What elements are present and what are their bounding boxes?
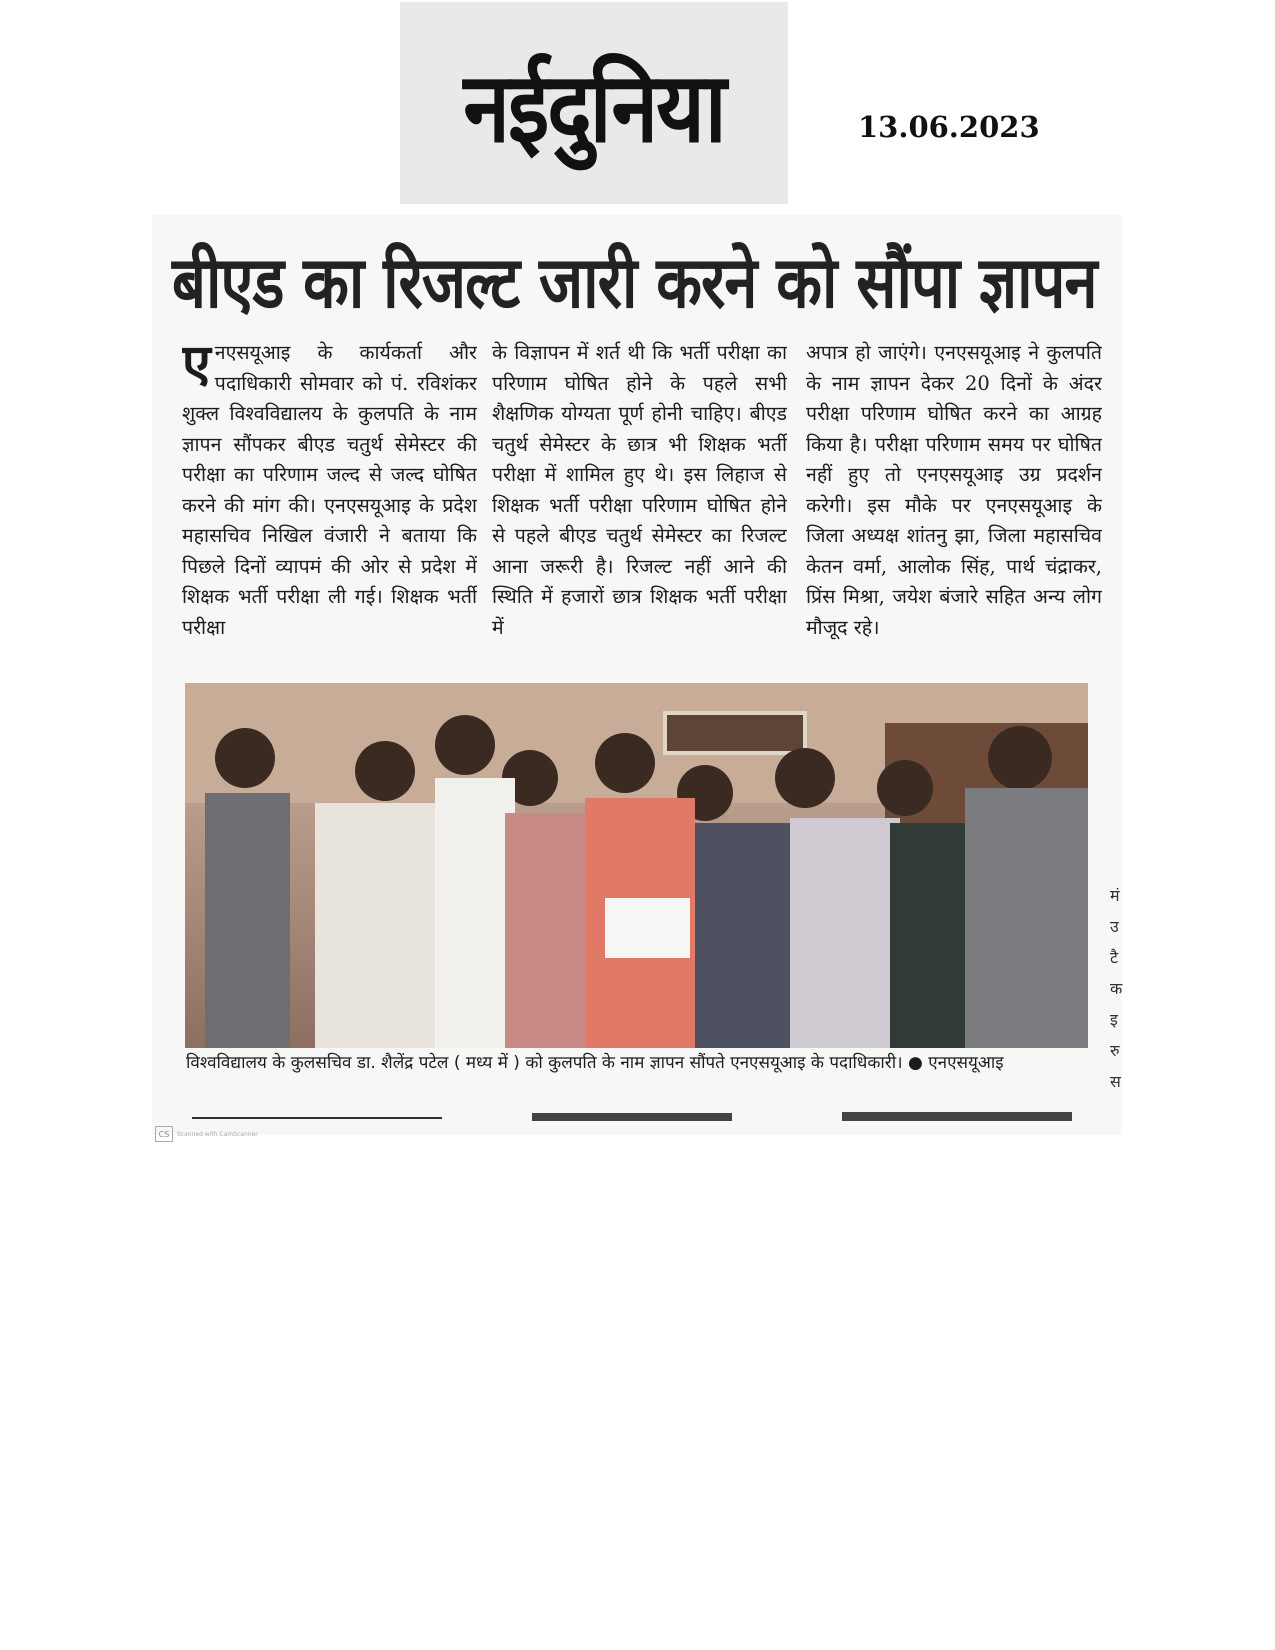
article-column-1 [182,338,477,678]
adjacent-column-fragment [1110,880,1124,1097]
next-article-fragment [152,1108,1122,1122]
article-headline: बीएड का रिजल्ट जारी करने को सौंपा ज्ञापन [172,240,1097,324]
photo-caption: विश्वविद्यालय के कुलसचिव डा. शैलेंद्र पटेल ( मध्य में ) को कुलपति के नाम ज्ञापन सौंपते एनएसयूआइ के पदाधिकारी। ● एनएसयूआइ [186,1053,1004,1073]
fragment-text: क [1110,979,1123,998]
fragment-text: स [1110,1072,1121,1091]
article-column-3: अपात्र हो जाएंगे। एनएसयूआइ ने कुलपति के नाम ज्ञापन देकर 20 दिनों के अंदर परीक्षा परिणाम घोषित करने का आग्रह किया है। परीक्षा परिणाम समय पर घोषित नहीं हुए तो एनएसयूआइ उग्र प्रदर्शन करेगी। इस मौके पर एनएसयूआइ के जिला अध्यक्ष शांतनु झा, जिला महासचिव केतन वर्मा, आलोक सिंह, पार्थ चंद्राकर, प्रिंस मिश्रा, जयेश बंजारे सहित अन्य लोग मौजूद रहे। [806,341,1102,639]
publication-date: 13.06.2023 [858,110,1040,144]
fragment-text: मं [1110,886,1120,905]
drop-cap: ए [182,338,211,394]
newspaper-logo: नईदुनिया [463,50,725,164]
masthead [400,2,788,204]
fragment-text: रु [1110,1041,1120,1060]
column-1-text: नएसयूआइ के कार्यकर्ता और पदाधिकारी सोमवार को पं. रविशंकर शुक्ल विश्वविद्यालय के कुलपति के नाम ज्ञापन सौंपकर बीएड चतुर्थ सेमेस्टर की परीक्षा का परिणाम जल्द से जल्द घोषित करने की मांग की। एनएसयूआइ के प्रदेश महासचिव निखिल वंजारी ने बताया कि पिछले दिनों व्यापमं की ओर से प्रदेश में शिक्षक भर्ती परीक्षा ली गई। शिक्षक भर्ती परीक्षा [182,341,477,639]
group-photo-illustration [185,683,1088,1048]
camscanner-icon: CS [155,1126,173,1142]
article-column-2: के विज्ञापन में शर्त थी कि भर्ती परीक्षा का परिणाम घोषित होने के पहले सभी शैक्षणिक योग्यता पूर्ण होनी चाहिए। बीएड चतुर्थ सेमेस्टर के छात्र भी शिक्षक भर्ती परीक्षा में शामिल हुए थे। इस लिहाज से शिक्षक भर्ती परीक्षा परिणाम घोषित होने से पहले बीएड चतुर्थ सेमेस्टर का रिजल्ट आना जरूरी है। रिजल्ट नहीं आने की स्थिति में हजारों छात्र शिक्षक भर्ती परीक्षा में [492,341,787,639]
fragment-text: उ [1110,917,1119,936]
news-photo [185,683,1088,1048]
scanner-watermark [155,1126,258,1142]
fragment-text: टै [1110,948,1119,967]
scanner-text: Scanned with CamScanner [177,1130,258,1138]
cut-text-strip [152,1109,1122,1122]
fragment-text: इ [1110,1010,1118,1029]
